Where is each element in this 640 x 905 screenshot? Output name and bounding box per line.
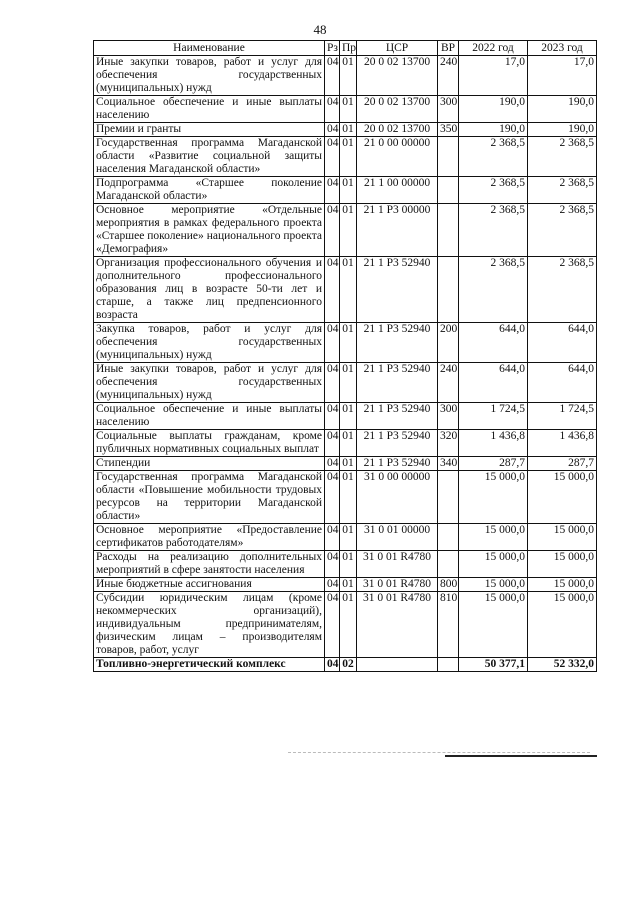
cell-name: Социальные выплаты гражданам, кроме публичных нормативных социальных выплат: [94, 430, 325, 457]
cell-vr: [438, 471, 459, 524]
col-header-csr: ЦСР: [357, 41, 438, 56]
cell-vr: 320: [438, 430, 459, 457]
cell-2023: 15 000,0: [528, 592, 597, 658]
cell-csr: 31 0 01 R4780: [357, 592, 438, 658]
cell-2023: 287,7: [528, 457, 597, 471]
table-row: [94, 430, 597, 457]
cell-pr: 02: [340, 658, 357, 672]
cell-2022: 15 000,0: [459, 471, 528, 524]
cell-name: Топливно-энергетический комплекс: [94, 658, 325, 672]
cell-name: Расходы на реализацию дополнительных мероприятий в сфере занятости населения: [94, 551, 325, 578]
cell-pr: 01: [340, 257, 357, 323]
cell-name: Основное мероприятие «Отдельные мероприятия в рамках федерального проекта «Старшее поколение» национального проекта «Демография»: [94, 204, 325, 257]
col-header-vr: ВР: [438, 41, 459, 56]
cell-pr: 01: [340, 471, 357, 524]
cell-2022: 2 368,5: [459, 177, 528, 204]
cell-2023: 2 368,5: [528, 177, 597, 204]
cell-csr: [357, 658, 438, 672]
cell-2023: 1 724,5: [528, 403, 597, 430]
separator-dotted-line: [288, 752, 590, 753]
cell-2022: 17,0: [459, 56, 528, 96]
cell-2023: 644,0: [528, 363, 597, 403]
cell-pr: 01: [340, 457, 357, 471]
cell-csr: 21 1 P3 52940: [357, 257, 438, 323]
cell-2023: 15 000,0: [528, 471, 597, 524]
table-row: [94, 363, 597, 403]
cell-rz: 04: [325, 471, 340, 524]
cell-2022: 644,0: [459, 323, 528, 363]
cell-pr: 01: [340, 524, 357, 551]
cell-2023: 190,0: [528, 96, 597, 123]
cell-2022: 190,0: [459, 123, 528, 137]
cell-rz: 04: [325, 177, 340, 204]
cell-2023: 644,0: [528, 323, 597, 363]
cell-vr: [438, 551, 459, 578]
cell-pr: 01: [340, 363, 357, 403]
cell-csr: 20 0 02 13700: [357, 96, 438, 123]
cell-pr: 01: [340, 96, 357, 123]
cell-csr: 21 1 P3 52940: [357, 457, 438, 471]
table-body: [94, 56, 597, 672]
cell-2022: 15 000,0: [459, 578, 528, 592]
cell-rz: 04: [325, 204, 340, 257]
table-row: [94, 403, 597, 430]
cell-csr: 21 1 P3 52940: [357, 323, 438, 363]
cell-vr: 200: [438, 323, 459, 363]
cell-csr: 20 0 02 13700: [357, 123, 438, 137]
cell-csr: 31 0 01 00000: [357, 524, 438, 551]
cell-2022: 2 368,5: [459, 204, 528, 257]
cell-2022: 190,0: [459, 96, 528, 123]
cell-vr: 340: [438, 457, 459, 471]
table-row: [94, 323, 597, 363]
cell-rz: 04: [325, 592, 340, 658]
cell-2023: 15 000,0: [528, 551, 597, 578]
cell-vr: 800: [438, 578, 459, 592]
cell-2023: 52 332,0: [528, 658, 597, 672]
cell-name: Иные бюджетные ассигнования: [94, 578, 325, 592]
cell-2022: 1 436,8: [459, 430, 528, 457]
cell-vr: [438, 177, 459, 204]
cell-2023: 2 368,5: [528, 137, 597, 177]
cell-rz: 04: [325, 578, 340, 592]
cell-rz: 04: [325, 658, 340, 672]
cell-2023: 190,0: [528, 123, 597, 137]
col-header-rz: Рз: [325, 41, 340, 56]
table-header-row: [94, 41, 597, 56]
cell-rz: 04: [325, 403, 340, 430]
table-row: [94, 592, 597, 658]
table-row: [94, 123, 597, 137]
cell-2022: 15 000,0: [459, 551, 528, 578]
cell-vr: 300: [438, 403, 459, 430]
separator-solid-line: [445, 755, 597, 757]
cell-rz: 04: [325, 96, 340, 123]
table-row: [94, 658, 597, 672]
cell-rz: 04: [325, 457, 340, 471]
cell-csr: 31 0 01 R4780: [357, 578, 438, 592]
col-header-name: Наименование: [94, 41, 325, 56]
cell-name: Государственная программа Магаданской области «Повышение мобильности трудовых ресурсов на территории Магаданской области»: [94, 471, 325, 524]
cell-name: Организация профессионального обучения и дополнительного профессионального образования лиц в возрасте 50-ти лет и старше, а также лиц предпенсионного возраста: [94, 257, 325, 323]
cell-csr: 21 1 P3 52940: [357, 403, 438, 430]
cell-rz: 04: [325, 524, 340, 551]
cell-2022: 644,0: [459, 363, 528, 403]
cell-pr: 01: [340, 592, 357, 658]
cell-vr: [438, 658, 459, 672]
table-row: [94, 471, 597, 524]
cell-2022: 50 377,1: [459, 658, 528, 672]
cell-rz: 04: [325, 363, 340, 403]
cell-csr: 21 1 00 00000: [357, 177, 438, 204]
cell-2022: 15 000,0: [459, 524, 528, 551]
cell-csr: 21 1 P3 00000: [357, 204, 438, 257]
cell-vr: [438, 204, 459, 257]
cell-rz: 04: [325, 123, 340, 137]
table-row: [94, 551, 597, 578]
cell-csr: 20 0 02 13700: [357, 56, 438, 96]
cell-name: Субсидии юридическим лицам (кроме некоммерческих организаций), индивидуальным предпринимателям, физическим лицам – производителям товаров, работ, услуг: [94, 592, 325, 658]
cell-csr: 21 0 00 00000: [357, 137, 438, 177]
cell-csr: 31 0 01 R4780: [357, 551, 438, 578]
budget-table: [93, 40, 597, 672]
cell-name: Стипендии: [94, 457, 325, 471]
col-header-pr: Пр: [340, 41, 357, 56]
cell-name: Премии и гранты: [94, 123, 325, 137]
cell-rz: 04: [325, 56, 340, 96]
cell-name: Социальное обеспечение и иные выплаты населению: [94, 96, 325, 123]
cell-2023: 2 368,5: [528, 204, 597, 257]
cell-2023: 15 000,0: [528, 524, 597, 551]
cell-2022: 1 724,5: [459, 403, 528, 430]
table-row: [94, 204, 597, 257]
cell-pr: 01: [340, 123, 357, 137]
table-row: [94, 578, 597, 592]
cell-pr: 01: [340, 177, 357, 204]
cell-2023: 1 436,8: [528, 430, 597, 457]
cell-name: Социальное обеспечение и иные выплаты населению: [94, 403, 325, 430]
cell-pr: 01: [340, 578, 357, 592]
cell-vr: 240: [438, 56, 459, 96]
cell-rz: 04: [325, 430, 340, 457]
cell-name: Основное мероприятие «Предоставление сертификатов работодателям»: [94, 524, 325, 551]
cell-2023: 17,0: [528, 56, 597, 96]
cell-2022: 15 000,0: [459, 592, 528, 658]
cell-csr: 31 0 00 00000: [357, 471, 438, 524]
cell-pr: 01: [340, 430, 357, 457]
cell-2023: 2 368,5: [528, 257, 597, 323]
cell-vr: 810: [438, 592, 459, 658]
cell-pr: 01: [340, 56, 357, 96]
table-row: [94, 137, 597, 177]
table-row: [94, 257, 597, 323]
cell-pr: 01: [340, 204, 357, 257]
cell-rz: 04: [325, 137, 340, 177]
cell-pr: 01: [340, 137, 357, 177]
table-row: [94, 96, 597, 123]
col-header-2023: 2023 год: [528, 41, 597, 56]
cell-csr: 21 1 P3 52940: [357, 363, 438, 403]
col-header-2022: 2022 год: [459, 41, 528, 56]
table-row: [94, 457, 597, 471]
cell-vr: 300: [438, 96, 459, 123]
cell-vr: [438, 257, 459, 323]
cell-rz: 04: [325, 551, 340, 578]
cell-vr: 350: [438, 123, 459, 137]
cell-2022: 2 368,5: [459, 257, 528, 323]
page-number: 48: [313, 22, 327, 37]
cell-pr: 01: [340, 551, 357, 578]
table-row: [94, 524, 597, 551]
cell-2022: 2 368,5: [459, 137, 528, 177]
cell-vr: 240: [438, 363, 459, 403]
cell-name: Иные закупки товаров, работ и услуг для обеспечения государственных (муниципальных) нужд: [94, 363, 325, 403]
cell-name: Закупка товаров, работ и услуг для обеспечения государственных (муниципальных) нужд: [94, 323, 325, 363]
cell-2023: 15 000,0: [528, 578, 597, 592]
cell-name: Государственная программа Магаданской области «Развитие социальной защиты населения Магаданской области»: [94, 137, 325, 177]
table-row: [94, 56, 597, 96]
cell-pr: 01: [340, 403, 357, 430]
cell-name: Иные закупки товаров, работ и услуг для обеспечения государственных (муниципальных) нужд: [94, 56, 325, 96]
cell-pr: 01: [340, 323, 357, 363]
cell-2022: 287,7: [459, 457, 528, 471]
table-row: [94, 177, 597, 204]
cell-rz: 04: [325, 323, 340, 363]
cell-vr: [438, 524, 459, 551]
cell-vr: [438, 137, 459, 177]
cell-csr: 21 1 P3 52940: [357, 430, 438, 457]
cell-rz: 04: [325, 257, 340, 323]
cell-name: Подпрограмма «Старшее поколение Магаданской области»: [94, 177, 325, 204]
